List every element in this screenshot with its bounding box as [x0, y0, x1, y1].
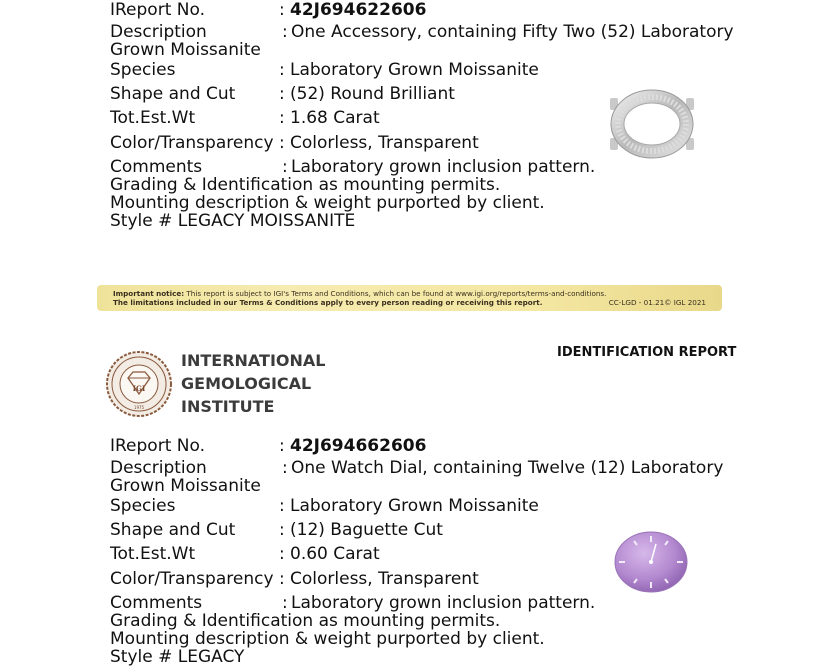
svg-text:1975: 1975	[133, 405, 145, 410]
svg-text:IGI: IGI	[132, 384, 146, 393]
comments-continued: Grading & Identification as mounting permits. Mounting description & weight purported by client. Style # LEGACY MOISSANITE	[110, 175, 545, 231]
weight-value: 1.68 Carat	[290, 108, 380, 128]
comments-label: Comments	[110, 593, 203, 613]
comments-value: Laboratory grown inclusion pattern.	[291, 593, 596, 613]
report-no-value: 42J694662606	[290, 436, 427, 456]
weight-label: Tot.Est.Wt	[110, 544, 196, 564]
color-value: Colorless, Transparent	[290, 569, 479, 589]
shape-label: Shape and Cut	[110, 520, 236, 540]
species-value: Laboratory Grown Moissanite	[290, 60, 539, 80]
report-no-value: 42J694622606	[290, 0, 427, 20]
species-value: Laboratory Grown Moissanite	[290, 496, 539, 516]
org-name-line3: INSTITUTE	[181, 397, 275, 416]
color-value: Colorless, Transparent	[290, 133, 479, 153]
igi-seal-logo	[106, 351, 172, 417]
comments-value: Laboratory grown inclusion pattern.	[291, 157, 596, 177]
product-image-dial	[600, 508, 704, 612]
shape-label: Shape and Cut	[110, 84, 236, 104]
report-no-label: IReport No.	[110, 436, 205, 456]
species-label: Species	[110, 60, 176, 80]
important-notice-banner: Important notice: This report is subject to IGI's Terms and Conditions, which can be found at www.igi.org/reports/terms-and-conditions. The limitations included in our Terms & Conditions apply to every person reading or receiving this report. CC-LGD - 01.21© IGL 2021	[97, 285, 722, 311]
weight-value: 0.60 Carat	[290, 544, 380, 564]
comments-label: Comments	[110, 157, 203, 177]
description-value: One Watch Dial, containing Twelve (12) Laboratory	[291, 458, 724, 478]
report-type-title: IDENTIFICATION REPORT	[557, 345, 737, 360]
report-no-label: IReport No.	[110, 0, 205, 20]
shape-value: (12) Baguette Cut	[290, 520, 443, 540]
color-label: Color/Transparency	[110, 569, 274, 589]
shape-value: (52) Round Brilliant	[290, 84, 455, 104]
watch-bezel-icon	[596, 72, 706, 176]
product-image-bezel	[596, 72, 706, 176]
watch-dial-icon	[600, 508, 704, 612]
igi-seal-icon	[106, 351, 172, 417]
description-label: Description	[110, 22, 207, 42]
org-name-line2: GEMOLOGICAL	[181, 374, 312, 393]
description-label: Description	[110, 458, 207, 478]
description-value: One Accessory, containing Fifty Two (52) Laboratory	[291, 22, 734, 42]
comments-continued: Grading & Identification as mounting permits. Mounting description & weight purported by client. Style # LEGACY	[110, 611, 545, 667]
color-label: Color/Transparency	[110, 133, 274, 153]
org-name-line1: INTERNATIONAL	[181, 351, 326, 370]
weight-label: Tot.Est.Wt	[110, 108, 196, 128]
species-label: Species	[110, 496, 176, 516]
